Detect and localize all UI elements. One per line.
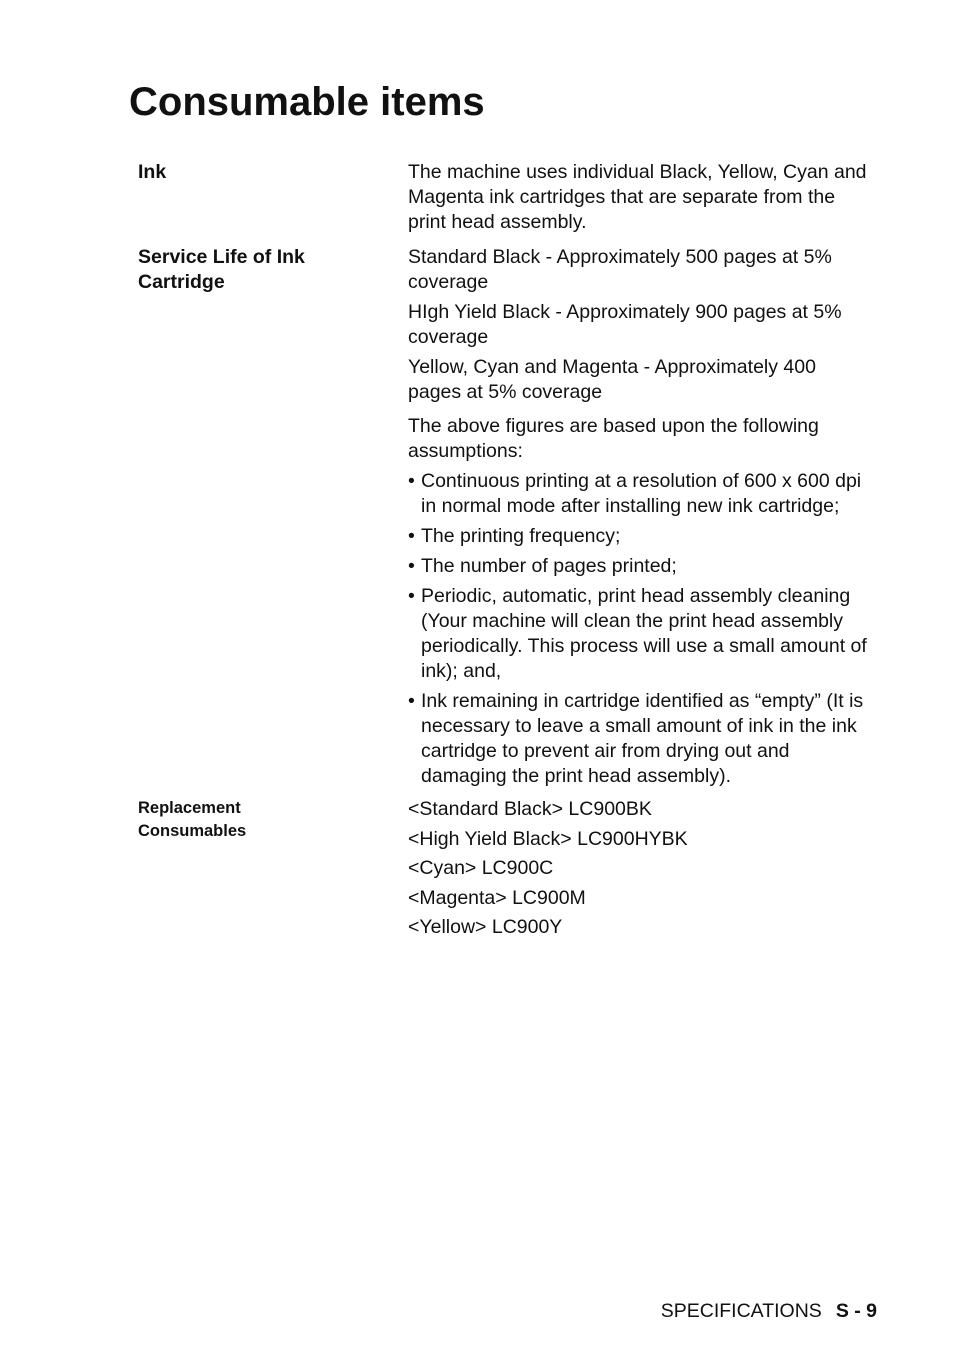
assumptions-intro: The above figures are based upon the following assumptions:	[408, 415, 819, 462]
replacement-item: <Magenta> LC900M	[408, 886, 586, 909]
spec-label-service-life-line1: Service Life of Ink	[138, 246, 305, 268]
service-life-standard-black: Standard Black - Approximately 500 pages at 5% coverage	[408, 246, 832, 293]
bullet-dot-icon: •	[408, 585, 415, 607]
footer-page-number: S - 9	[835, 1300, 877, 1322]
spec-row-service-life	[138, 245, 878, 794]
replacement-item: <High Yield Black> LC900HYBK	[408, 827, 688, 850]
spec-row-ink	[138, 160, 878, 245]
assumption-text: The number of pages printed;	[421, 555, 677, 577]
assumption-bullet	[408, 689, 874, 789]
replacement-item: <Yellow> LC900Y	[408, 916, 563, 938]
spec-label-replacement-line1: Replacement	[138, 799, 241, 817]
assumption-bullet	[408, 469, 874, 519]
bullet-dot-icon: •	[408, 690, 415, 712]
spec-value-service-life	[408, 245, 878, 794]
assumption-bullet	[408, 584, 874, 684]
footer-section: SPECIFICATIONS	[660, 1300, 822, 1322]
spec-value-ink	[408, 160, 878, 240]
service-life-high-yield-black: HIgh Yield Black - Approximately 900 pages at 5% coverage	[408, 301, 842, 348]
spec-row-replacement	[138, 797, 878, 945]
replacement-item: <Standard Black> LC900BK	[408, 798, 652, 820]
spec-value-replacement	[408, 797, 878, 945]
bullet-dot-icon: •	[408, 555, 415, 577]
page-title: Consumable items	[129, 80, 485, 124]
spec-label-replacement-line2: Consumables	[138, 822, 247, 840]
spec-label-service-life	[138, 245, 408, 295]
assumption-text: Continuous printing at a resolution of 600 x 600 dpi in normal mode after installing new ink cartridge;	[421, 470, 862, 517]
replacement-item: <Cyan> LC900C	[408, 857, 554, 879]
bullet-dot-icon: •	[408, 470, 415, 492]
spec-label-service-life-line2: Cartridge	[138, 271, 225, 293]
spec-label-ink: Ink	[138, 161, 167, 183]
assumption-text: Periodic, automatic, print head assembly cleaning (Your machine will clean the print head assembly periodically. This process will use a small amount of ink); and,	[421, 585, 867, 682]
assumption-text: Ink remaining in cartridge identified as “empty” (It is necessary to leave a small amount of ink in the ink cartridge to prevent air from drying out and damaging the print head assembly).	[421, 690, 864, 787]
spec-label-replacement	[138, 797, 408, 843]
page-footer	[661, 1298, 877, 1324]
ink-description: The machine uses individual Black, Yellow, Cyan and Magenta ink cartridges that are separate from the print head assembly.	[408, 161, 867, 233]
bullet-dot-icon: •	[408, 525, 415, 547]
spec-table	[138, 160, 878, 945]
assumption-bullet	[408, 554, 874, 579]
assumption-bullet	[408, 524, 874, 549]
assumption-text: The printing frequency;	[421, 525, 621, 547]
service-life-color: Yellow, Cyan and Magenta - Approximately 400 pages at 5% coverage	[408, 356, 816, 403]
